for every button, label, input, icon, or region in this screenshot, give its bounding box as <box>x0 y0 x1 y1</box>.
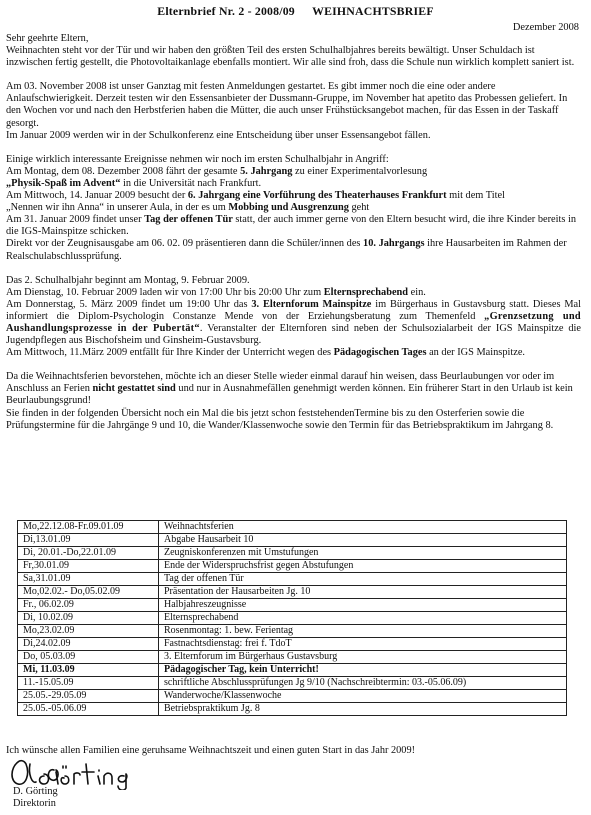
letter-subtitle: WEIHNACHTSBRIEF <box>312 4 434 18</box>
schedule-date: Sa,31.01.09 <box>18 573 159 586</box>
signatory-role: Direktorin <box>13 798 56 809</box>
event-presentation <box>6 238 581 262</box>
schedule-event: Abgabe Hausarbeit 10 <box>159 534 567 547</box>
event-text: ihre Hausarbeiten im Rahmen der Realschulabschlussprüfung. <box>6 238 567 262</box>
event-text: „Nennen wir ihn Anna“ in unserer Aula, in der es um <box>6 202 229 214</box>
letter-number: Elternbrief Nr. 2 - 2008/09 <box>157 4 295 18</box>
schedule-event: Rosenmontag: 1. bew. Ferientag <box>159 625 567 638</box>
event-text: zu einer Experimentalvorlesung <box>292 165 428 177</box>
event-highlight: 10. Jahrgangs <box>363 238 425 250</box>
event-text: . Veranstalter der Elternforen sind neben der Schulsozialarbeit der IGS Mainspitze die Jugendpflegen aus Bischofsheim und Ginsheim-Gustavsburg. <box>6 322 581 347</box>
letter-date: Dezember 2008 <box>512 22 579 33</box>
schedule-event: Wanderwoche/Klassenwoche <box>159 690 567 703</box>
schedule-date: Di, 10.02.09 <box>18 612 159 625</box>
event-text: Am Dienstag, 10. Februar 2009 laden wir von 17:00 Uhr bis 20:00 Uhr zum <box>6 286 324 298</box>
events-intro: Einige wirklich interessante Ereignisse nehmen wir noch im ersten Schulhalbjahr in Angriff: <box>6 153 389 165</box>
schedule-row <box>18 599 567 612</box>
event-text: an der IGS Mainspitze. <box>426 347 526 359</box>
event-highlight: Mobbing und Ausgrenzung <box>228 202 349 214</box>
overview-intro: Sie finden in der folgenden Übersicht noch ein Mal die bis jetzt schon feststehendenTermine bis zu den Osterferien sowie die Prüfungstermine für die Jahrgänge 9 und 10, die Wander/Klassenwoche sowie den Termin für das Betriebspraktikum im Jahrgang 8. <box>6 407 554 431</box>
schedule-row <box>18 586 567 599</box>
event-physik <box>6 166 581 190</box>
handwritten-signature <box>8 754 148 790</box>
event-highlight: „Grenzsetzung und Aushandlungsprozesse in der Pubertät“ <box>6 310 581 334</box>
event-highlight: „Physik-Spaß im Advent“ <box>6 177 121 189</box>
event-text: Am Mittwoch, 14. Januar 2009 besucht der <box>6 190 188 202</box>
event-text: Direkt vor der Zeugnisausgabe am 06. 02. 09 präsentieren dann die Schüler/innen des <box>6 238 364 250</box>
event-highlight: 5. Jahrgang <box>240 165 293 177</box>
schedule-event: schriftliche Abschlussprüfungen Jg 9/10 (Nachschreibtermin: 03.-05.06.09) <box>159 677 567 690</box>
schedule-date: Fr., 06.02.09 <box>18 599 159 612</box>
half2-elternforum <box>6 299 581 347</box>
closing-line: Ich wünsche allen Familien eine geruhsame Weihnachtszeit und einen guten Start in das Jahr 2009! <box>6 745 416 756</box>
event-text: im Bürgerhaus in Gustavsburg statt. Dieses Mal informiert die Diplom-Psychologin Constanze Mende von der Erziehungsberatung zum Themenfeld <box>6 298 581 322</box>
greeting: Sehr geehrte Eltern, <box>6 33 89 44</box>
schedule-event: Betriebspraktikum Jg. 8 <box>159 703 567 716</box>
schedule-date: Mi, 11.03.09 <box>18 664 159 677</box>
schedule-date: Di, 20.01.-Do,22.01.09 <box>18 547 159 560</box>
schedule-date: Do, 05.03.09 <box>18 651 159 664</box>
event-text: geht <box>348 202 370 214</box>
event-text: Am 31. Januar 2009 findet unser <box>6 214 145 226</box>
event-text: statt, der auch immer gerne von den Eltern besucht wird, die ihre Kinder bereits in die IGS-Mainspitze schicken. <box>6 214 577 238</box>
event-highlight: 6. Jahrgang eine Vorführung des Theaterhauses Frankfurt <box>187 190 447 202</box>
signatory <box>13 786 58 810</box>
schedule-event: Ende der Widerspruchsfrist gegen Abstufungen <box>159 560 567 573</box>
paragraph-roof: Weihnachten steht vor der Tür und wir haben den größten Teil des ersten Schulhalbjahres bereits bewältigt. Unser Schuldach ist inzwischen fertig gestellt, die Photovoltaikanlage ebenfalls montiert. Wir alle sind froh, dass die Schule nun wirklich komplett saniert ist. <box>6 45 575 69</box>
event-text: in die Universität nach Frankfurt. <box>120 177 262 189</box>
schedule-event: 3. Elternforum im Bürgerhaus Gustavsburg <box>159 651 567 664</box>
letter-title <box>0 4 591 19</box>
event-text: Am Mittwoch, 11.März 2009 entfällt für Ihre Kinder der Unterricht wegen des <box>6 347 334 359</box>
event-theater <box>6 190 581 214</box>
notice-highlight: nicht gestattet sind <box>92 383 176 395</box>
paragraph-ganztag: Am 03. November 2008 ist unser Ganztag mit festen Anmeldungen gestartet. Es gibt immer noch die eine oder andere Anlaufschwierigkeit. Derzeit testen wir den Essensanbieter der Dussmann-Gruppe, im November hat apetito das Probessen geliefert. In den Wochen vor und nach den Herbstferien haben die Mütter, die auch unser Frühstücksangebot machen, für das Essen in der Taskaff gesorgt. <box>6 81 568 129</box>
event-highlight: 3. Elternforum Mainspitze <box>251 298 372 310</box>
schedule-table <box>17 520 567 716</box>
schedule-date: 11.-15.05.09 <box>18 677 159 690</box>
event-highlight: Elternsprechabend <box>323 286 409 298</box>
schedule-event: Weihnachtsferien <box>159 521 567 534</box>
schedule-row <box>18 625 567 638</box>
schedule-event: Halbjahreszeugnisse <box>159 599 567 612</box>
event-text: Am Montag, dem 08. Dezember 2008 fährt der gesamte <box>6 165 241 177</box>
schedule-row <box>18 560 567 573</box>
event-text: mit dem Titel <box>446 190 505 202</box>
half2-paed-tag <box>6 347 581 359</box>
schedule-event: Elternsprechabend <box>159 612 567 625</box>
schedule-date: Mo,23.02.09 <box>18 625 159 638</box>
schedule-row <box>18 534 567 547</box>
schedule-event: Fastnachtsdienstag: frei f. TdoT <box>159 638 567 651</box>
event-text: Am Donnerstag, 5. März 2009 findet um 19:00 Uhr das <box>6 298 252 310</box>
letter-body <box>6 33 581 432</box>
schedule-row <box>18 703 567 716</box>
schedule-event: Zeugniskonferenzen mit Umstufungen <box>159 547 567 560</box>
schedule-row <box>18 664 567 677</box>
schedule-row <box>18 677 567 690</box>
paragraph-essen: Im Januar 2009 werden wir in der Schulkonferenz eine Entscheidung über unser Essensangebot fällen. <box>6 129 431 141</box>
schedule-date: Mo,02.02.- Do,05.02.09 <box>18 586 159 599</box>
schedule-event: Präsentation der Hausarbeiten Jg. 10 <box>159 586 567 599</box>
schedule-date: Di,24.02.09 <box>18 638 159 651</box>
notice-text: und nur in Ausnahmefällen genehmigt werden können. Ein früherer Start in den Urlaub ist kein Beurlaubungsgrund! <box>6 383 573 407</box>
schedule-row <box>18 651 567 664</box>
signatory-name: D. Görting <box>13 786 58 797</box>
event-highlight: Tag der offenen Tür <box>144 214 233 226</box>
event-open-day <box>6 214 581 238</box>
schedule-event: Tag der offenen Tür <box>159 573 567 586</box>
schedule-row <box>18 521 567 534</box>
schedule-event: Pädagogischer Tag, kein Unterricht! <box>159 664 567 677</box>
holiday-notice <box>6 371 581 407</box>
schedule-date: 25.05.-29.05.09 <box>18 690 159 703</box>
schedule-date: Fr,30.01.09 <box>18 560 159 573</box>
schedule-row <box>18 612 567 625</box>
schedule-date: 25.05.-05.06.09 <box>18 703 159 716</box>
schedule-date: Di,13.01.09 <box>18 534 159 547</box>
event-text: ein. <box>408 286 426 298</box>
schedule-row <box>18 573 567 586</box>
half2-elternsprechabend <box>6 287 581 299</box>
schedule-row <box>18 638 567 651</box>
notice-text: Da die Weihnachtsferien bevorstehen, möchte ich an dieser Stelle wieder einmal darauf hin weisen, dass Beurlaubungen vor oder im Anschluss an Ferien <box>6 371 555 395</box>
schedule-row <box>18 690 567 703</box>
schedule-date: Mo,22.12.08-Fr.09.01.09 <box>18 521 159 534</box>
half2-start: Das 2. Schulhalbjahr beginnt am Montag, 9. Februar 2009. <box>6 274 250 286</box>
event-highlight: Pädagogischen Tages <box>333 347 427 359</box>
schedule-row <box>18 547 567 560</box>
